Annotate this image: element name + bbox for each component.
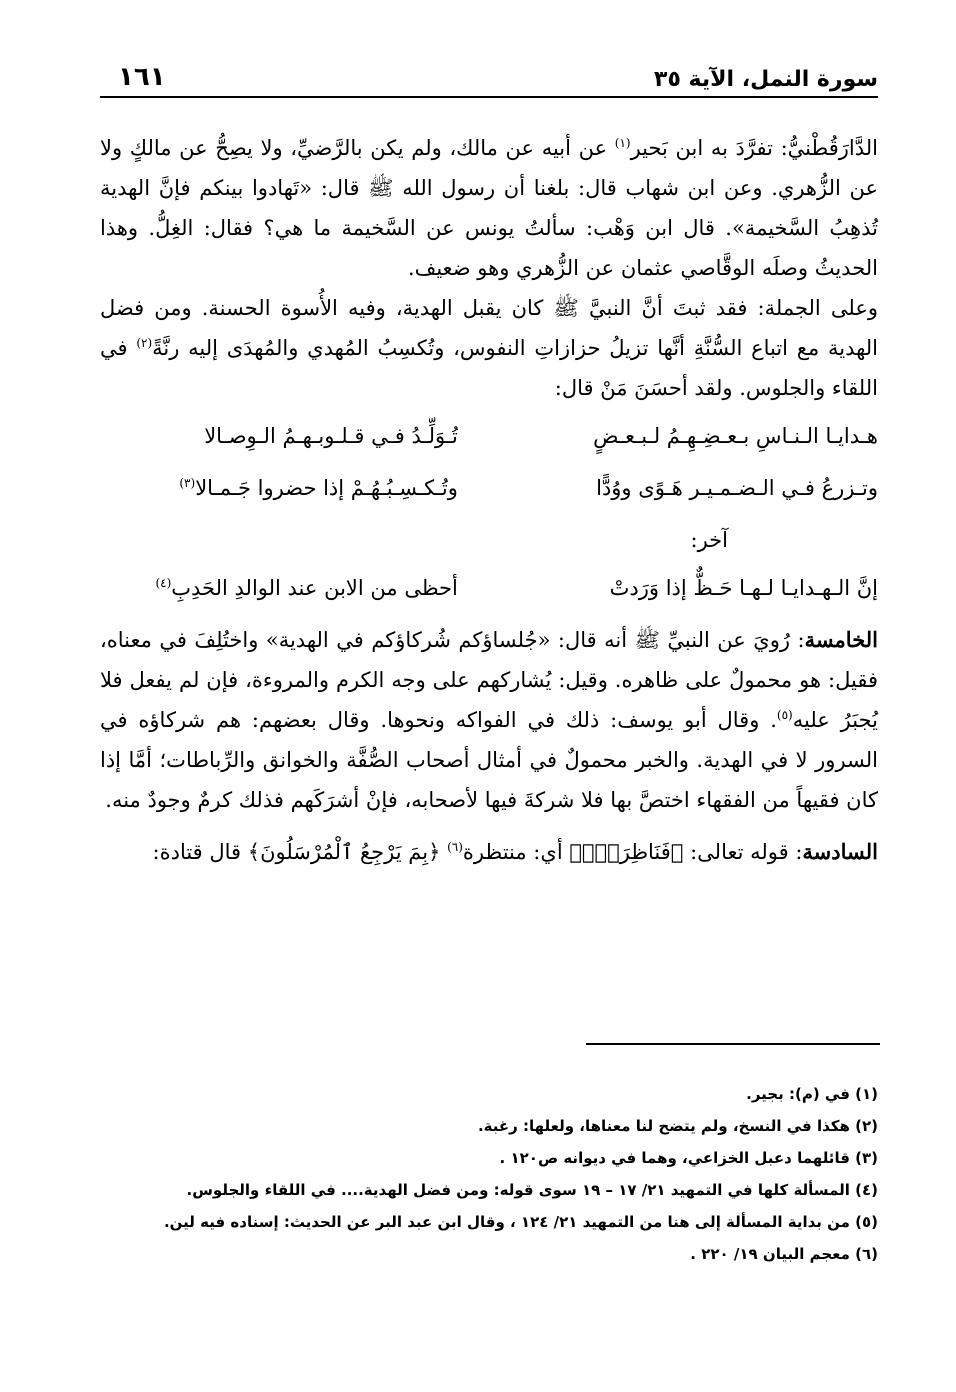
paragraph-1 <box>100 128 878 288</box>
running-title: سورة النمل، الآية ٣٥ <box>654 67 878 92</box>
paragraph-2-text-cont: في اللقاء والجلوس. ولقد أحسَنَ مَنْ قال: <box>100 336 878 400</box>
page-header <box>100 52 878 92</box>
other-label-text: آخر: <box>690 528 728 552</box>
paragraph-3 <box>100 620 878 820</box>
footnote-ref-6[interactable]: (٦) <box>447 840 463 854</box>
main-text <box>100 128 878 872</box>
footnote-ref-4[interactable]: (٤) <box>155 576 172 590</box>
footnote-ref-2[interactable]: (٢) <box>136 336 153 350</box>
footnote-3: (٣) قائلهما دعبل الخزاعي، وهما في ديوانه ص١٢٠ . <box>499 1149 878 1167</box>
paragraph-2 <box>100 288 878 408</box>
other-poet-label <box>100 520 878 560</box>
verse-line-3 <box>100 568 878 608</box>
footnote-ref-3[interactable]: (٣) <box>179 476 196 490</box>
paragraph-3-text: : رُويَ عن النبيِّ ﷺ أنه قال: «جُلساؤكم شُركاؤكم في الهدية» واختُلِفَ في معناه، فقيل: هو محمولٌ على ظاهره. وقيل: يُشاركهم على وجه الكرم والمروءة، فإن لم يفعل فلا يُجبَرُ عليه <box>100 628 879 732</box>
footnote-5: (٥) من بداية المسألة إلى هنا من التمهيد ٢١/ ١٢٤ ، وقال ابن عبد البر عن الحديث: إسناده فيه لين. <box>163 1213 878 1231</box>
verse-1-hemistich-a: هـدايـا الـنـاسِ بـعـضِـهِـمُ لـبـعـضٍ <box>593 424 878 448</box>
verse-1-hemistich-b: تُـوَلِّـدُ فـي قـلـوبـهـمُ الـوِصـالا <box>204 424 458 448</box>
footnote-ref-1[interactable]: (١) <box>614 136 631 150</box>
footnote-ref-5[interactable]: (٥) <box>776 708 793 722</box>
verse-3-hemistich-b-wrap <box>100 568 458 608</box>
paragraph-3-text-cont: . وقال أبو يوسف: ذلك في الفواكه ونحوها. وقال بعضهم: هم شركاؤه في السرور لا في الهدية. والخبر محمولٌ في أمثال أصحاب الصُّفَّة والخوانق والرِّباطات؛ أمَّا إذا كان فقيهاً من الفقهاء اختصَّ بها فلا شركةَ فيها لأصحابه، فإنْ أشرَكَهم فذلك كرمٌ وجودٌ منه. <box>100 708 878 812</box>
footnote-1: (١) في (م): بجير. <box>746 1085 878 1103</box>
paragraph-4-text: : قوله تعالى: ﴿فَنَاظِرَةٌۢ﴾ أي: منتظرة <box>462 840 803 864</box>
paragraph-4-text-cont: ﴿بِمَ يَرْجِعُ ٱلْمُرْسَلُونَ﴾ قال قتادة: <box>152 840 448 864</box>
verse-3-hemistich-a: إنَّ الـهـدايـا لـهـا حَـظٌّ إذا وَرَدتْ <box>609 576 878 600</box>
footnote-4: (٤) المسألة كلها في التمهيد ٢١/ ١٧ – ١٩ سوى قوله: ومن فضل الهدية.... في اللقاء والجلوس. <box>186 1181 878 1199</box>
verse-2-hemistich-b-wrap <box>100 468 458 508</box>
paragraph-2-text: وعلى الجملة: فقد ثبتَ أنَّ النبيَّ ﷺ كان يقبل الهدية، وفيه الأُسوة الحسنة. ومن فضل الهدية مع اتباع السُّنَّةِ أنَّها تزيلُ حزازاتِ النفوس، وتُكسِبُ المُهدي والمُهدَى إليه رنَّةً <box>100 296 879 360</box>
verse-line-2 <box>100 468 878 508</box>
verse-2-hemistich-b: وتُـكـسِـبُـهُـمْ إذا حضروا جَـمـالا <box>195 476 458 500</box>
footnote-divider <box>586 1043 880 1045</box>
paragraph-1-text-cont: عن أبيه عن مالك، ولم يكن بالرَّضيِّ، ولا يصِحُّ عن مالكٍ ولا عن الزُّهري. وعن ابن شهاب قال: بلغنا أن رسول الله ﷺ قال: «تَهادوا بينكم فإنَّ الهدية تُذهِبُ السَّخيمة». قال ابن وَهْب: سألتُ يونس عن السَّخيمة ما هي؟ فقال: الغِلُّ. وهذا الحديثُ وصلَه الوقَّاصي عثمان عن الزُّهري وهو ضعيف. <box>100 136 878 280</box>
section-heading-fifth: الخامسة <box>804 627 878 652</box>
paragraph-1-text: الدَّارَقُطْنيُّ: تفرَّدَ به ابن بَحير <box>630 136 878 160</box>
verse-3-hemistich-b: أحظى من الابن عند الوالدِ الحَدِبِ <box>171 576 458 600</box>
verse-2-hemistich-a: وتـزرعُ فـي الـضـمـيـر هَـوًى ووُدًّا <box>596 476 878 500</box>
page-number: ١٦١ <box>118 62 166 92</box>
verse-line-1 <box>100 416 878 456</box>
paragraph-4 <box>100 832 878 872</box>
footnote-2: (٢) هكذا في النسخ، ولم يتضح لنا معناها، ولعلها: رغبة. <box>477 1117 878 1135</box>
header-divider <box>100 96 878 98</box>
footnotes <box>100 1078 878 1270</box>
footnote-6: (٦) معجم البيان ١٩/ ٢٢٠ . <box>690 1245 878 1263</box>
section-heading-sixth: السادسة <box>802 839 878 864</box>
